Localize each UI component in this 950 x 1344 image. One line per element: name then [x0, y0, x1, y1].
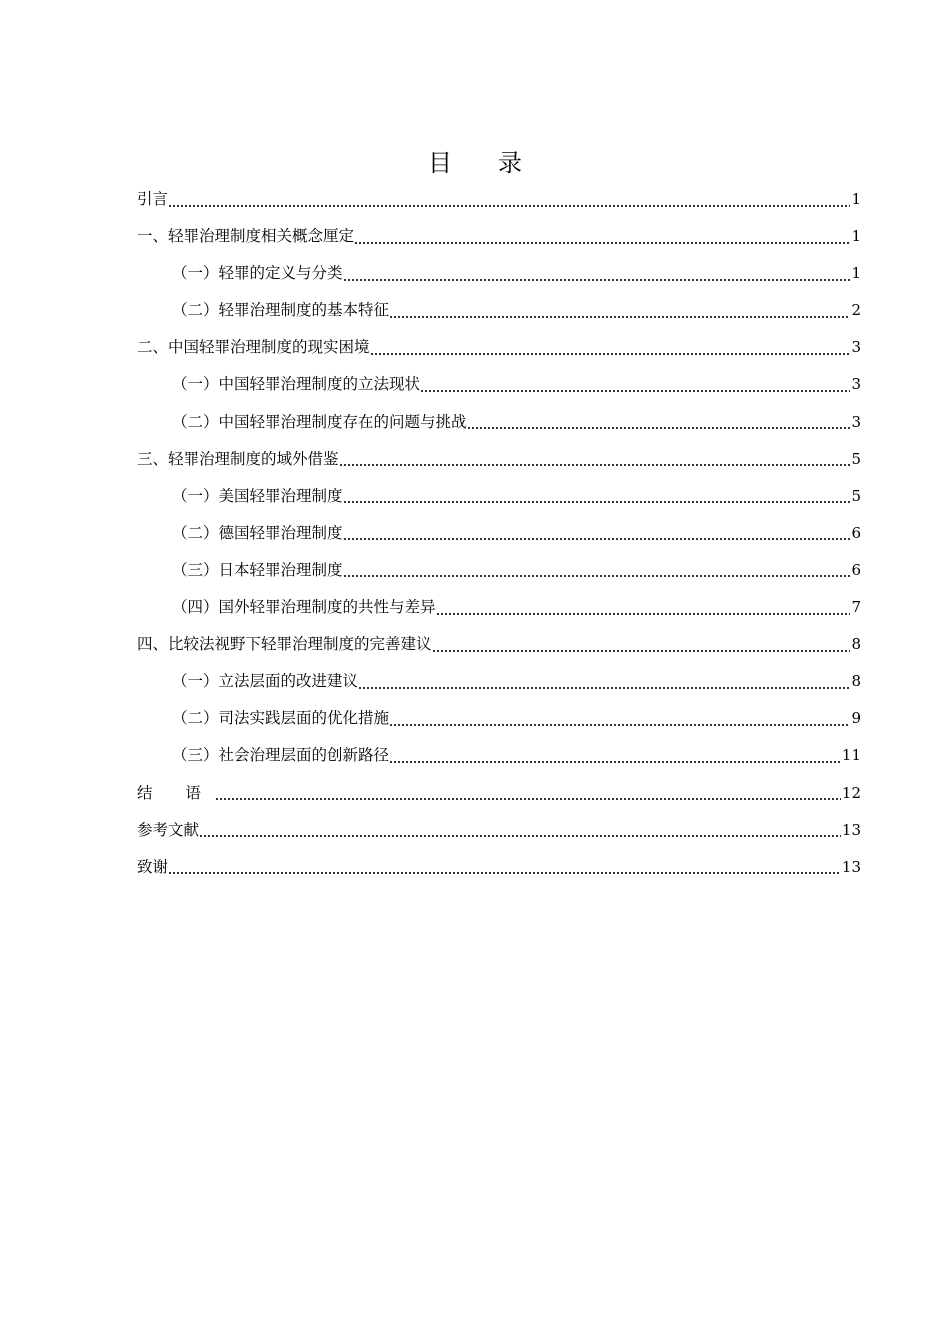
dot-leader	[389, 316, 850, 318]
dot-leader	[389, 724, 850, 726]
toc-entry-section-3-3[interactable]	[137, 552, 861, 589]
toc-title	[0, 146, 950, 180]
toc-page-number: 1	[851, 264, 861, 283]
dot-leader	[343, 279, 851, 281]
toc-entry-section-3-4[interactable]	[137, 589, 861, 626]
toc-page-number: 13	[841, 857, 861, 876]
toc-entry-section-2-1[interactable]	[137, 366, 861, 403]
dot-leader	[168, 205, 850, 207]
toc-page-number: 2	[851, 301, 861, 320]
toc-entry-label: 一、轻罪治理制度相关概念厘定	[137, 227, 355, 246]
toc-entry-label: 三、轻罪治理制度的域外借鉴	[137, 449, 339, 468]
toc-page-number: 3	[851, 375, 861, 394]
dot-leader	[199, 835, 841, 837]
toc-entry-label: 参考文献	[137, 820, 200, 839]
toc-page-number: 13	[841, 820, 861, 839]
dot-leader	[436, 613, 851, 615]
toc-title-char-2: 录	[498, 149, 522, 177]
toc-entry-label: （一）立法层面的改进建议	[172, 672, 359, 691]
toc-entry-section-1-2[interactable]	[137, 292, 861, 329]
dot-leader	[343, 538, 851, 540]
dot-leader	[343, 501, 851, 503]
toc-page-number: 8	[851, 635, 861, 654]
toc-page-number: 12	[841, 783, 861, 802]
toc-entry-section-3-1[interactable]	[137, 478, 861, 515]
toc-entry-section-2-2[interactable]	[137, 404, 861, 441]
toc-page-number: 6	[851, 560, 861, 579]
toc-entry-label: （三）日本轻罪治理制度	[172, 560, 343, 579]
toc-page-number: 6	[851, 523, 861, 542]
toc-entry-chapter-3[interactable]	[137, 441, 861, 478]
toc-page-number: 5	[851, 449, 861, 468]
toc-page-number: 9	[851, 709, 861, 728]
toc-entry-label: 四、比较法视野下轻罪治理制度的完善建议	[137, 635, 432, 654]
dot-leader	[420, 390, 850, 392]
dot-leader	[215, 798, 841, 800]
toc-entry-label: （二）中国轻罪治理制度存在的问题与挑战	[172, 412, 467, 431]
toc-entry-label: （一）中国轻罪治理制度的立法现状	[172, 375, 421, 394]
dot-leader	[467, 427, 851, 429]
toc-page-number: 11	[841, 746, 861, 765]
toc-page-number: 7	[851, 598, 861, 617]
table-of-contents	[137, 181, 861, 886]
dot-leader	[339, 464, 851, 466]
dot-leader	[343, 575, 851, 577]
toc-entry-label: （二）德国轻罪治理制度	[172, 523, 343, 542]
toc-page-number: 3	[851, 338, 861, 357]
toc-entry-label: 结 语	[137, 783, 215, 802]
toc-entry-chapter-2[interactable]	[137, 329, 861, 366]
dot-leader	[358, 687, 850, 689]
dot-leader	[389, 761, 841, 763]
toc-entry-section-4-2[interactable]	[137, 700, 861, 737]
toc-entry-chapter-1[interactable]	[137, 218, 861, 255]
dot-leader	[354, 242, 850, 244]
toc-entry-acknowledgements[interactable]	[137, 849, 861, 886]
toc-entry-label: 致谢	[137, 857, 169, 876]
toc-page-number: 5	[851, 486, 861, 505]
toc-page-number: 8	[851, 672, 861, 691]
toc-entry-label: （一）轻罪的定义与分类	[172, 264, 343, 283]
dot-leader	[370, 353, 851, 355]
toc-entry-references[interactable]	[137, 812, 861, 849]
toc-page-number: 1	[851, 190, 861, 208]
dot-leader	[168, 872, 841, 874]
toc-entry-conclusion[interactable]	[137, 775, 861, 812]
dot-leader	[432, 650, 851, 652]
toc-entry-section-4-3[interactable]	[137, 737, 861, 774]
toc-entry-label: 二、中国轻罪治理制度的现实困境	[137, 338, 370, 357]
toc-entry-introduction[interactable]	[137, 181, 861, 218]
toc-entry-label: （四）国外轻罪治理制度的共性与差异	[172, 598, 436, 617]
toc-entry-section-1-1[interactable]	[137, 255, 861, 292]
toc-entry-section-4-1[interactable]	[137, 663, 861, 700]
toc-title-char-1: 目	[428, 149, 452, 177]
toc-entry-label: （一）美国轻罪治理制度	[172, 486, 343, 505]
toc-entry-chapter-4[interactable]	[137, 626, 861, 663]
toc-entry-label: （三）社会治理层面的创新路径	[172, 746, 390, 765]
toc-page-number: 1	[851, 227, 861, 246]
toc-entry-label: （二）轻罪治理制度的基本特征	[172, 301, 390, 320]
toc-entry-label: （二）司法实践层面的优化措施	[172, 709, 390, 728]
toc-entry-section-3-2[interactable]	[137, 515, 861, 552]
toc-page-number: 3	[851, 412, 861, 431]
toc-entry-label: 引言	[137, 190, 169, 208]
